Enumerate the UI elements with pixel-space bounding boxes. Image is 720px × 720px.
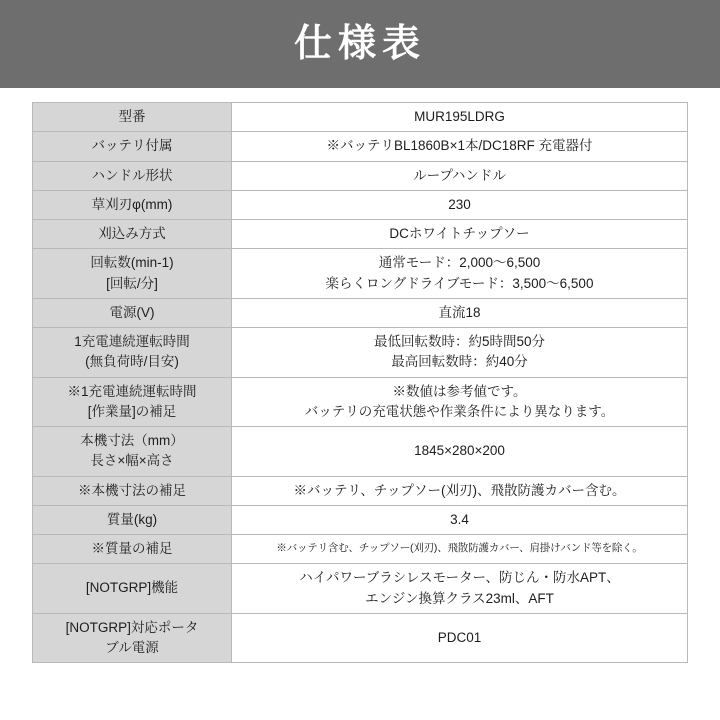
value-line: 230 bbox=[448, 196, 471, 212]
value-line: PDC01 bbox=[437, 629, 482, 645]
spec-table-container bbox=[0, 88, 720, 720]
row-value bbox=[232, 249, 688, 299]
row-label: 型番 bbox=[33, 103, 232, 132]
table-row bbox=[33, 613, 688, 663]
row-label: 電源(V) bbox=[33, 298, 232, 327]
row-label: ハンドル形状 bbox=[33, 161, 232, 190]
label-line: ※1充電連続運転時間 bbox=[67, 383, 197, 399]
row-value bbox=[232, 220, 688, 249]
row-value bbox=[232, 298, 688, 327]
row-label bbox=[33, 249, 232, 299]
label-line: (無負荷時/目安) bbox=[85, 354, 179, 370]
row-label: 草刈刃φ(mm) bbox=[33, 190, 232, 219]
row-value bbox=[232, 161, 688, 190]
table-row bbox=[33, 298, 688, 327]
value-line: ハイパワーブラシレスモーター、防じん・防水APT、 bbox=[299, 570, 620, 586]
row-value bbox=[232, 613, 688, 663]
spec-table-body bbox=[33, 103, 688, 663]
table-row bbox=[33, 535, 688, 564]
row-value bbox=[232, 535, 688, 564]
row-label: 刈込み方式 bbox=[33, 220, 232, 249]
value-line: ※数値は参考値です。 bbox=[392, 383, 527, 399]
label-line: [NOTGRP]対応ポータ bbox=[65, 619, 199, 635]
row-value bbox=[232, 476, 688, 505]
table-row bbox=[33, 377, 688, 427]
row-value bbox=[232, 132, 688, 161]
row-value bbox=[232, 564, 688, 614]
table-row bbox=[33, 328, 688, 378]
value-line: ※バッテリ、チップソー(刈刃)、飛散防護カバー含む。 bbox=[293, 482, 626, 498]
value-line: ※バッテリ含む、チップソー(刈刃)、飛散防護カバー、肩掛けバンド等を除く。 bbox=[276, 542, 643, 555]
page-title: 仕様表 bbox=[293, 23, 426, 65]
row-label: 質量(kg) bbox=[33, 505, 232, 534]
row-value bbox=[232, 328, 688, 378]
row-value bbox=[232, 103, 688, 132]
row-value bbox=[232, 505, 688, 534]
row-label bbox=[33, 328, 232, 378]
value-line: バッテリの充電状態や作業条件により異なります。 bbox=[304, 403, 615, 419]
table-row bbox=[33, 427, 688, 477]
table-row bbox=[33, 103, 688, 132]
table-row bbox=[33, 249, 688, 299]
value-line: ループハンドル bbox=[413, 167, 506, 183]
table-row bbox=[33, 220, 688, 249]
value-line: ※バッテリBL1860B×1本/DC18RF 充電器付 bbox=[326, 138, 593, 154]
row-label bbox=[33, 427, 232, 477]
row-value bbox=[232, 427, 688, 477]
value-line: 楽らくロングドライブモード：3,500〜6,500 bbox=[325, 275, 594, 291]
table-row bbox=[33, 161, 688, 190]
spec-table bbox=[32, 102, 688, 663]
table-row bbox=[33, 476, 688, 505]
label-line: [作業量]の補足 bbox=[87, 403, 177, 419]
value-line: エンジン換算クラス23ml、AFT bbox=[365, 590, 554, 606]
row-label: ※本機寸法の補足 bbox=[33, 476, 232, 505]
label-line: 本機寸法（mm） bbox=[80, 433, 184, 448]
label-line: [回転/分] bbox=[106, 275, 158, 291]
row-label bbox=[33, 377, 232, 427]
label-line: 1充電連続運転時間 bbox=[74, 334, 190, 349]
label-line: 回転数(min-1) bbox=[90, 255, 174, 271]
row-label: [NOTGRP]機能 bbox=[33, 564, 232, 614]
value-line: 通常モード：2,000〜6,500 bbox=[378, 255, 541, 271]
value-line: 最高回転数時：約40分 bbox=[391, 354, 528, 370]
value-line: 1845×280×200 bbox=[414, 443, 505, 459]
label-line: ブル電源 bbox=[105, 640, 159, 655]
table-row bbox=[33, 505, 688, 534]
header-band bbox=[0, 0, 720, 88]
table-row bbox=[33, 132, 688, 161]
label-line: 長さ×幅×高さ bbox=[90, 453, 174, 469]
value-line: MUR195LDRG bbox=[414, 109, 505, 124]
value-line: 最低回転数時：約5時間50分 bbox=[373, 334, 546, 349]
table-row bbox=[33, 564, 688, 614]
row-label: ※質量の補足 bbox=[33, 535, 232, 564]
row-value bbox=[232, 377, 688, 427]
row-label: バッテリ付属 bbox=[33, 132, 232, 161]
value-line: 直流18 bbox=[438, 304, 481, 320]
row-value bbox=[232, 190, 688, 219]
value-line: DCホワイトチップソー bbox=[389, 226, 530, 241]
value-line: 3.4 bbox=[450, 511, 469, 527]
row-label bbox=[33, 613, 232, 663]
table-row bbox=[33, 190, 688, 219]
